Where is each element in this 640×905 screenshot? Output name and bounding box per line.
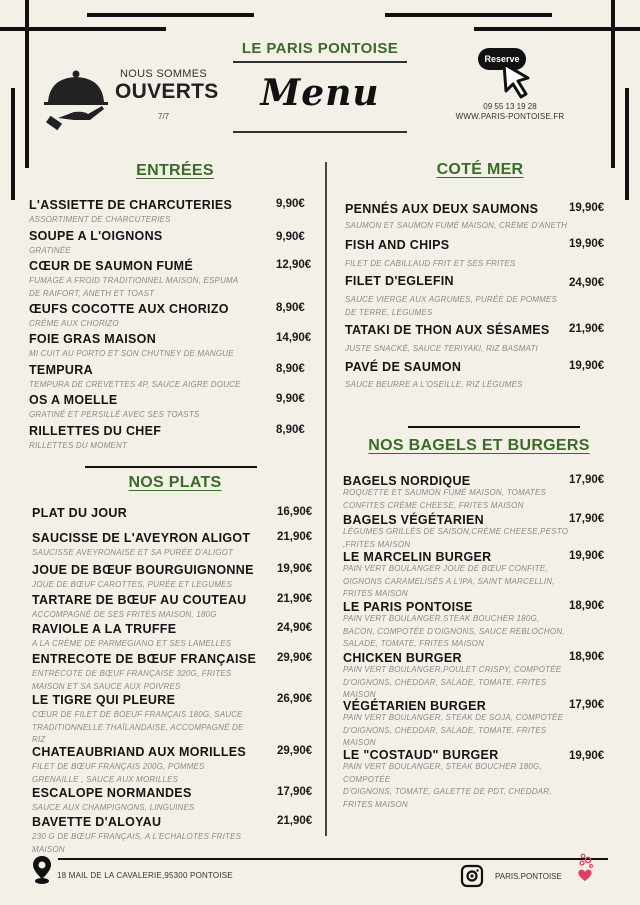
item-description: ROQUETTE ET SAUMON FUMÉ MAISON, TOMATES CONFITES CRÈME CHEESE, FRITES MAISON: [343, 488, 547, 510]
item-description: SAUCE VIERGE AUX AGRUMES, PURÉE DE POMMES DE TERRE, LEGUMES: [345, 295, 558, 317]
frame-line: [625, 88, 629, 200]
item-description: ENTRECOTE DE BŒUF FRANÇAISE 320G, FRITES MAISON ET SA SAUCE AUX POIVRES: [32, 669, 232, 691]
item-price: 21,90€: [277, 531, 313, 543]
menu-title: Menu: [260, 72, 380, 114]
frame-line: [25, 0, 29, 168]
item-price: 16,90€: [277, 506, 313, 518]
open-status-label: NOUS SOMMES: [120, 68, 208, 80]
item-price: 19,90€: [569, 360, 605, 372]
item-name: VÉGÉTARIEN BURGER: [343, 699, 487, 713]
frame-line: [0, 27, 166, 31]
item-name: ESCALOPE NORMANDES: [32, 786, 192, 800]
item-name: LE TIGRE QUI PLEURE: [32, 693, 176, 707]
footer-divider: [58, 858, 608, 860]
section-title-plats: NOS PLATS: [128, 474, 222, 491]
item-name: CHICKEN BURGER: [343, 651, 462, 665]
item-description: 230 G DE BŒUF FRANÇAIS, A L'ECHALOTES FRITES MAISON: [32, 832, 242, 854]
item-description: PAIN VERT BOULANGER,STEAK BOUCHER 180G, BACON, COMPOTÉE D'OIGNONS, SAUCE REBLOCHON, SALADE, TOMATE, FRITES MAISON: [343, 614, 565, 648]
item-name: BAGELS NORDIQUE: [343, 474, 471, 488]
item-description: SAUMON ET SAUMON FUMÉ MAISON, CRÈME D'ANETH: [345, 221, 568, 230]
item-price: 29,90€: [277, 652, 313, 664]
item-name: TATAKI DE THON AUX SÉSAMES: [345, 323, 550, 337]
item-name: LE "COSTAUD" BURGER: [343, 748, 499, 762]
item-description: TEMPURA DE CREVETTES 4P, SAUCE AIGRE DOUCE: [29, 380, 241, 389]
divider: [233, 131, 407, 133]
item-name: ENTRECOTE DE BŒUF FRANÇAISE: [32, 652, 257, 666]
website-link[interactable]: WWW.PARIS-PONTOISE.FR: [455, 112, 565, 121]
item-name: PENNÉS AUX DEUX SAUMONS: [345, 202, 539, 216]
item-price: 8,90€: [276, 363, 305, 375]
item-price: 17,90€: [569, 474, 605, 486]
item-description: RILLETTES DU MOMENT: [29, 441, 128, 450]
item-price: 19,90€: [569, 750, 605, 762]
item-price: 12,90€: [276, 259, 312, 271]
item-name: L'ASSIETTE DE CHARCUTERIES: [29, 198, 233, 212]
item-price: 17,90€: [569, 513, 605, 525]
section-title-entrees: ENTRÉES: [136, 162, 214, 179]
item-price: 19,90€: [569, 202, 605, 214]
item-name: TEMPURA: [29, 363, 93, 377]
divider: [408, 426, 580, 428]
item-price: 8,90€: [276, 424, 305, 436]
item-description: GRATINÉE: [29, 246, 71, 255]
item-price: 14,90€: [276, 332, 312, 344]
item-name: FISH AND CHIPS: [345, 238, 450, 252]
item-description: FILET DE CABILLAUD FRIT ET SES FRITES: [345, 259, 516, 268]
column-divider: [325, 162, 327, 836]
item-description: FUMAGE A FROID TRADITIONNEL MAISON, ESPUMA DE RAIFORT, ANETH ET TOAST: [29, 276, 239, 298]
item-description: SAUCISSE AVEYRONAISE ET SA PURÉE D'ALIGOT: [32, 548, 234, 557]
item-price: 17,90€: [277, 786, 313, 798]
instagram-handle[interactable]: PARIS.PONTOISE: [495, 872, 562, 881]
frame-line: [611, 0, 615, 168]
location-pin-icon: [32, 855, 52, 885]
item-description: SAUCE BEURRE A L'OSEILLE, RIZ LÉGUMES: [345, 380, 523, 389]
item-price: 9,90€: [276, 198, 305, 210]
item-description: FILET DE BŒUF FRANÇAIS 200G, POMMES GRENAILLE , SAUCE AUX MORILLES: [32, 762, 205, 784]
item-name: SOUPE A L'OIGNONS: [29, 229, 163, 243]
item-name: BAVETTE D'ALOYAU: [32, 815, 162, 829]
item-price: 21,90€: [569, 323, 605, 335]
item-price: 24,90€: [569, 277, 605, 289]
item-price: 8,90€: [276, 302, 305, 314]
item-description: LÉGUMES GRILLÉS DE SAISON,CRÈME CHEESE,PESTO ,FRITES MAISON: [343, 527, 569, 549]
item-description: CRÈME AUX CHORIZO: [29, 319, 119, 328]
item-description: MI CUIT AU PORTO ET SON CHUTNEY DE MANGUE: [29, 349, 234, 358]
section-title-mer: COTÉ MER: [436, 161, 524, 178]
frame-line: [385, 13, 552, 17]
item-price: 21,90€: [277, 815, 313, 827]
item-description: PAIN VERT BOULANGER, STEAK DE SOJA, COMPOTÉE D'OIGNONS, CHEDDAR, SALADE, TOMATE, FRITES MAISON: [343, 713, 564, 747]
item-description: CŒUR DE FILET DE BOEUF FRANÇAIS 180G, SAUCE TRADITIONNELLE THAÏLANDAISE, ACCOMPAGNÉ DE RIZ: [32, 710, 244, 744]
item-name: SAUCISSE DE L'AVEYRON ALIGOT: [32, 531, 251, 545]
frame-line: [11, 88, 15, 200]
restaurant-name: LE PARIS PONTOISE: [241, 40, 399, 57]
reservation-block: [440, 44, 580, 130]
item-description: SAUCE AUX CHAMPIGNONS, LINGUINES: [32, 803, 195, 812]
heart-bubbles-icon: [574, 852, 598, 884]
open-days: 7/7: [158, 112, 170, 121]
item-price: 9,90€: [276, 393, 305, 405]
item-price: 19,90€: [569, 238, 605, 250]
item-name: JOUE DE BŒUF BOURGUIGNONNE: [32, 563, 254, 577]
item-name: FOIE GRAS MAISON: [29, 332, 157, 346]
item-description: PAIN VERT BOULANGER, STEAK BOUCHER 180G, COMPOTÉE D'OIGNONS, TOMATE, GALETTE DE PDT, CHEDDAR, FRITES MAISON: [343, 762, 552, 809]
frame-line: [87, 13, 254, 17]
item-price: 19,90€: [277, 563, 313, 575]
item-description: GRATINÉ ET PERSILLÉ AVEC SES TOASTS: [29, 410, 200, 419]
item-price: 17,90€: [569, 699, 605, 711]
item-price: 18,90€: [569, 651, 605, 663]
item-description: A LA CRÈME DE PARMEGIANO ET SES LAMELLES: [32, 639, 232, 648]
item-name: OS A MOELLE: [29, 393, 118, 407]
item-price: 26,90€: [277, 693, 313, 705]
item-description: ACCOMPAGNÉ DE SES FRITES MAISON, 180G: [32, 610, 217, 619]
item-price: 9,90€: [276, 231, 305, 243]
item-name: FILET D'EGLEFIN: [345, 274, 454, 288]
item-name: PLAT DU JOUR: [32, 506, 128, 520]
item-description: PAIN VERT BOULANGER JOUE DE BŒUF CONFITE, OIGNONS CARAMELISÉS A L'IPA, SAINT MARCELLIN, FRITES MAISON: [343, 564, 555, 598]
reserve-button[interactable]: Reserve: [478, 48, 526, 70]
cursor-pointer-icon: [500, 60, 534, 100]
item-name: CŒUR DE SAUMON FUMÉ: [29, 259, 194, 273]
item-price: 21,90€: [277, 593, 313, 605]
item-name: LE PARIS PONTOISE: [343, 600, 473, 614]
cloche-serving-icon: [44, 68, 110, 132]
item-name: RILLETTES DU CHEF: [29, 424, 162, 438]
instagram-icon[interactable]: [460, 864, 484, 888]
section-title-burgers: NOS BAGELS ET BURGERS: [368, 437, 590, 454]
item-description: ASSORTIMENT DE CHARCUTERIES: [29, 215, 171, 224]
item-name: PAVÉ DE SAUMON: [345, 360, 462, 374]
item-price: 19,90€: [569, 550, 605, 562]
item-description: PAIN VERT BOULANGER,POULET CRISPY, COMPOTÉE D'OIGNONS, CHEDDAR, SALADE, TOMATE, FRITES MAISON: [343, 665, 562, 699]
item-description: JOUE DE BŒUF CAROTTES, PURÉE ET LEGUMES: [32, 580, 233, 589]
item-name: BAGELS VÉGÉTARIEN: [343, 513, 484, 527]
item-name: TARTARE DE BŒUF AU COUTEAU: [32, 593, 247, 607]
item-description: JUSTE SNACKÉ, SAUCE TERIYAKI, RIZ BASMATI: [345, 344, 538, 353]
frame-line: [474, 27, 640, 31]
open-status-big: OUVERTS: [115, 80, 219, 103]
item-price: 29,90€: [277, 745, 313, 757]
divider: [233, 61, 407, 63]
item-name: ŒUFS COCOTTE AUX CHORIZO: [29, 302, 229, 316]
phone-number[interactable]: 09 55 13 19 28: [483, 102, 537, 111]
item-name: RAVIOLE A LA TRUFFE: [32, 622, 177, 636]
open-status: [44, 66, 224, 136]
item-name: CHATEAUBRIAND AUX MORILLES: [32, 745, 247, 759]
item-price: 24,90€: [277, 622, 313, 634]
divider: [85, 466, 257, 468]
item-name: LE MARCELIN BURGER: [343, 550, 492, 564]
address: 18 MAIL DE LA CAVALERIE,95300 PONTOISE: [57, 871, 233, 880]
item-price: 18,90€: [569, 600, 605, 612]
